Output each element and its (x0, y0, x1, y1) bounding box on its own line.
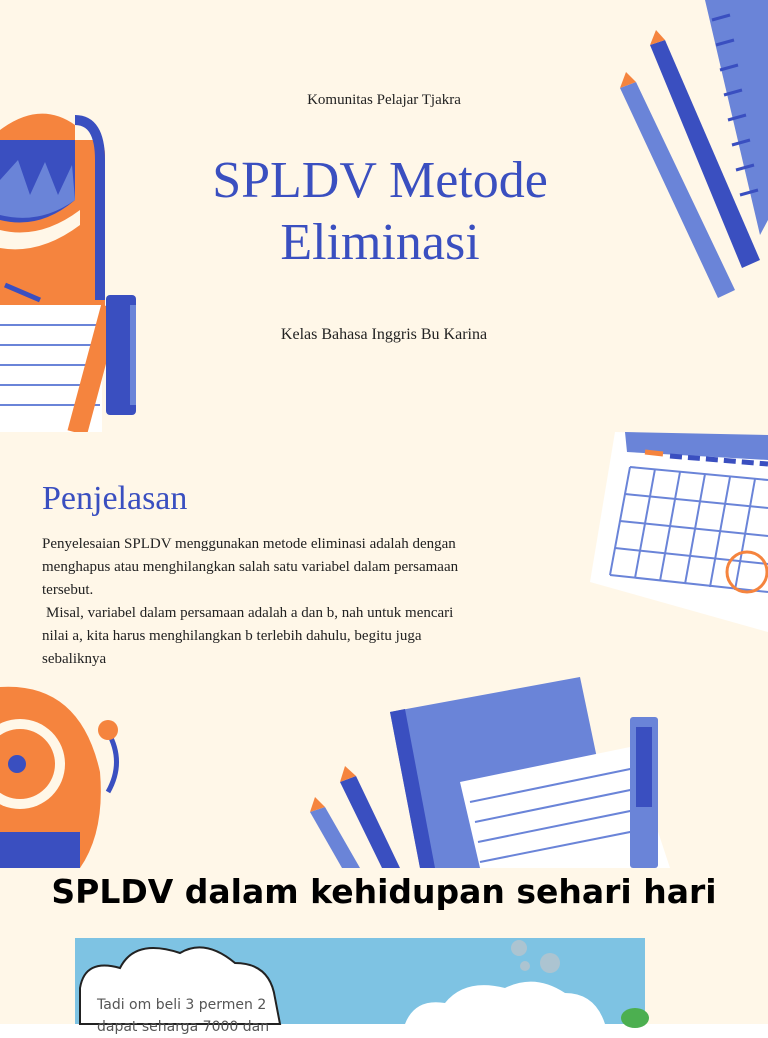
pencils-ruler-illustration (610, 0, 768, 300)
slide-title: SPLDV dalam kehidupan sehari hari (51, 872, 717, 911)
backpack-illustration (0, 100, 150, 435)
explanation-text (42, 533, 482, 671)
speech-line-2: dapat seharga 7000 dan (97, 1019, 270, 1035)
community-name: Komunitas Pelajar Tjakra (307, 92, 461, 108)
real-life-slide (0, 868, 768, 1035)
explanation-paragraph-2: Misal, variabel dalam persamaan adalah a dan b, nah untuk mencari nilai a, kita harus menghilangkan b terlebih dahulu, begitu juga sebaliknya (42, 605, 454, 667)
speech-line-1: Tadi om beli 3 permen 2 (97, 997, 267, 1013)
explanation-slide (0, 432, 768, 868)
class-name: Kelas Bahasa Inggris Bu Karina (280, 326, 488, 343)
explanation-paragraph-1: Penyelesaian SPLDV menggunakan metode eliminasi adalah dengan menghapus atau menghilangkan salah satu variabel dalam persamaan tersebut. (42, 536, 459, 598)
comic-illustration (75, 938, 645, 1035)
section-heading: Penjelasan (42, 480, 188, 517)
page-title: SPLDV Metode Eliminasi (212, 152, 548, 271)
notebook-illustration (300, 672, 680, 868)
title-slide (0, 0, 768, 432)
bell-illustration (0, 682, 130, 868)
calendar-illustration (585, 432, 768, 632)
speech-bubble-text (97, 994, 287, 1038)
